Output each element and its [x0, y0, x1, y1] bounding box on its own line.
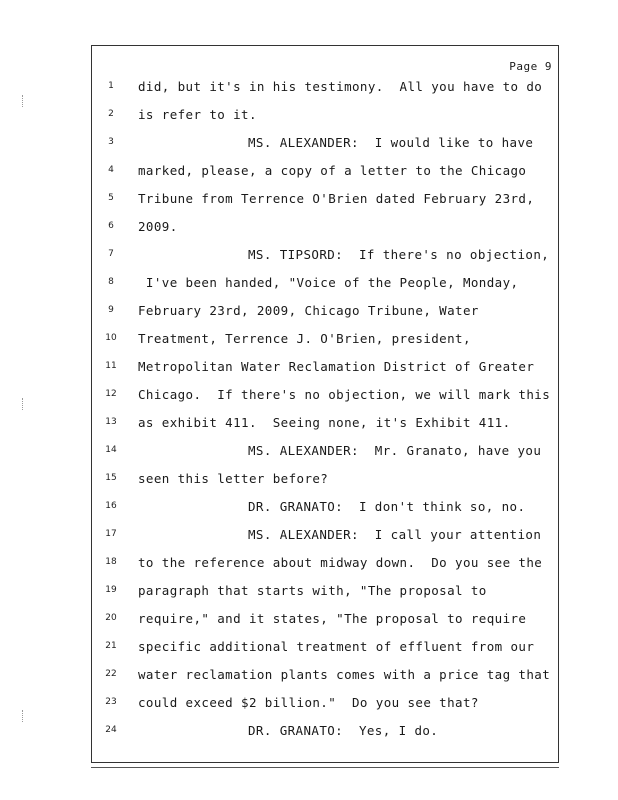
bottom-rule — [91, 767, 559, 768]
line-number: 10 — [105, 333, 117, 343]
line-number: 8 — [108, 277, 114, 287]
transcript-line — [0, 525, 618, 553]
line-number: 5 — [108, 193, 114, 203]
line-text: seen this letter before? — [138, 471, 329, 486]
line-text: 2009. — [138, 219, 178, 234]
line-number: 24 — [105, 725, 117, 735]
line-text: marked, please, a copy of a letter to the Chicago — [138, 163, 527, 178]
line-text: require," and it states, "The proposal to require — [138, 611, 527, 626]
line-number: 14 — [105, 445, 117, 455]
line-text: did, but it's in his testimony. All you have to do — [138, 79, 543, 94]
line-text: to the reference about midway down. Do you see the — [138, 555, 543, 570]
transcript-line — [0, 161, 618, 189]
line-text: MS. ALEXANDER: Mr. Granato, have you — [248, 443, 542, 458]
transcript-line — [0, 189, 618, 217]
line-text: DR. GRANATO: Yes, I do. — [248, 723, 439, 738]
line-number: 13 — [105, 417, 117, 427]
transcript-line — [0, 581, 618, 609]
line-text: water reclamation plants comes with a price tag that — [138, 667, 551, 682]
line-number: 12 — [105, 389, 117, 399]
transcript-line — [0, 637, 618, 665]
line-text: MS. ALEXANDER: I would like to have — [248, 135, 534, 150]
line-number: 18 — [105, 557, 117, 567]
transcript-line — [0, 329, 618, 357]
line-number: 7 — [108, 249, 114, 259]
transcript-line — [0, 553, 618, 581]
line-number: 2 — [108, 109, 114, 119]
line-text: MS. ALEXANDER: I call your attention — [248, 527, 542, 542]
line-text: is refer to it. — [138, 107, 257, 122]
line-number: 9 — [108, 305, 114, 315]
transcript-line — [0, 469, 618, 497]
transcript-line — [0, 77, 618, 105]
page-number-label: Page 9 — [509, 60, 552, 73]
line-text: Tribune from Terrence O'Brien dated February 23rd, — [138, 191, 535, 206]
transcript-line — [0, 301, 618, 329]
line-text: paragraph that starts with, "The proposal to — [138, 583, 487, 598]
line-number: 22 — [105, 669, 117, 679]
line-text: as exhibit 411. Seeing none, it's Exhibit 411. — [138, 415, 511, 430]
transcript-line — [0, 105, 618, 133]
line-number: 6 — [108, 221, 114, 231]
transcript-line — [0, 273, 618, 301]
line-number: 16 — [105, 501, 117, 511]
transcript-line — [0, 245, 618, 273]
line-number: 4 — [108, 165, 114, 175]
line-number: 11 — [105, 361, 117, 371]
line-number: 1 — [108, 81, 114, 91]
transcript-line — [0, 385, 618, 413]
transcript-line — [0, 665, 618, 693]
line-text: Metropolitan Water Reclamation District of Greater — [138, 359, 535, 374]
line-number: 15 — [105, 473, 117, 483]
transcript-line — [0, 609, 618, 637]
transcript-line — [0, 441, 618, 469]
transcript-line — [0, 413, 618, 441]
transcript-line — [0, 721, 618, 749]
line-number: 20 — [105, 613, 117, 623]
line-text: Treatment, Terrence J. O'Brien, president, — [138, 331, 471, 346]
line-number: 23 — [105, 697, 117, 707]
transcript-line — [0, 357, 618, 385]
line-text: specific additional treatment of effluent from our — [138, 639, 535, 654]
transcript-line — [0, 217, 618, 245]
line-text: MS. TIPSORD: If there's no objection, — [248, 247, 550, 262]
line-text: could exceed $2 billion." Do you see that? — [138, 695, 479, 710]
line-text: I've been handed, "Voice of the People, Monday, — [138, 275, 519, 290]
line-text: February 23rd, 2009, Chicago Tribune, Water — [138, 303, 479, 318]
line-number: 17 — [105, 529, 117, 539]
transcript-line — [0, 693, 618, 721]
line-number: 3 — [108, 137, 114, 147]
transcript-line — [0, 497, 618, 525]
line-text: DR. GRANATO: I don't think so, no. — [248, 499, 526, 514]
line-number: 19 — [105, 585, 117, 595]
line-text: Chicago. If there's no objection, we will mark this — [138, 387, 551, 402]
transcript-line — [0, 133, 618, 161]
line-number: 21 — [105, 641, 117, 651]
